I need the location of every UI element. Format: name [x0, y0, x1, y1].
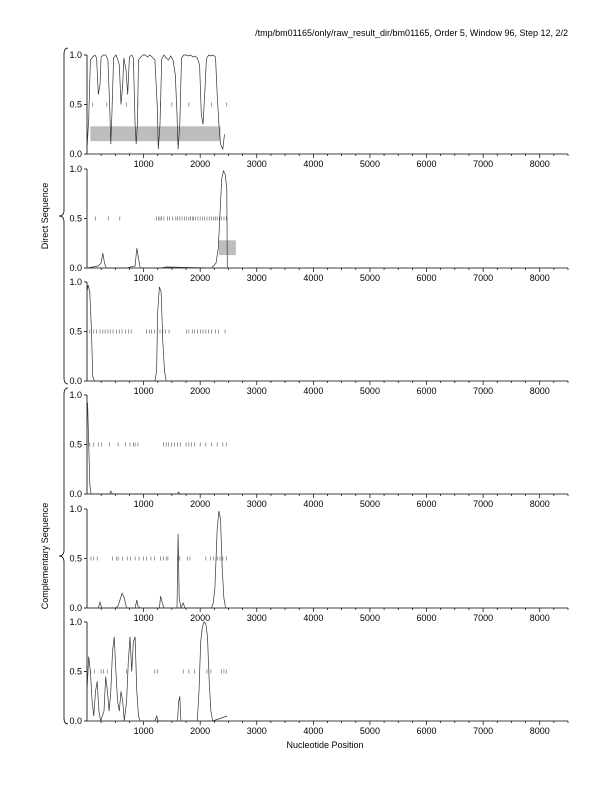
x-tick-label: 3000 [246, 159, 267, 169]
panel-6 [69, 617, 568, 736]
group-brackets [40, 48, 68, 724]
x-tick-label: 8000 [529, 613, 550, 623]
x-tick-label: 8000 [529, 499, 550, 509]
panel-1 [69, 50, 568, 169]
y-tick-label: 0.5 [69, 326, 82, 337]
panel-2 [69, 164, 568, 283]
x-tick-label: 3000 [246, 726, 267, 736]
x-tick-label: 8000 [529, 726, 550, 736]
y-tick-label: 1.0 [69, 50, 82, 60]
x-tick-label: 6000 [416, 613, 437, 623]
x-tick-label: 5000 [359, 499, 380, 509]
x-tick-label: 7000 [473, 159, 494, 169]
y-tick-label: 1.0 [69, 277, 82, 287]
x-tick-label: 1000 [133, 273, 154, 283]
y-tick-label: 0.5 [69, 666, 82, 677]
panel-5 [69, 504, 568, 623]
x-tick-label: 8000 [529, 159, 550, 169]
x-tick-label: 7000 [473, 613, 494, 623]
x-tick-label: 5000 [359, 613, 380, 623]
y-tick-label: 1.0 [69, 164, 82, 174]
coding-probability-line [87, 171, 227, 268]
header-path: /tmp/bm01165/only/raw_result_dir/bm01165, Order 5, Window 96, Step 12, 2/2 [255, 28, 568, 38]
x-tick-label: 2000 [190, 726, 211, 736]
orf-box [90, 126, 220, 141]
coding-probability-line [87, 403, 227, 494]
x-tick-label: 1000 [133, 386, 154, 396]
x-tick-label: 1000 [133, 613, 154, 623]
y-tick-label: 1.0 [69, 617, 82, 627]
x-tick-label: 2000 [190, 159, 211, 169]
coding-probability-line [87, 511, 227, 608]
x-tick-label: 7000 [473, 499, 494, 509]
panels [69, 50, 568, 736]
x-tick-label: 4000 [303, 613, 324, 623]
x-tick-label: 6000 [416, 273, 437, 283]
x-tick-label: 6000 [416, 499, 437, 509]
x-tick-label: 2000 [190, 386, 211, 396]
y-tick-label: 0.5 [69, 213, 82, 224]
y-tick-label: 0.0 [69, 603, 82, 613]
x-tick-label: 7000 [473, 386, 494, 396]
x-tick-label: 3000 [246, 613, 267, 623]
y-tick-label: 1.0 [69, 504, 82, 514]
group-bracket [59, 48, 68, 384]
x-tick-label: 3000 [246, 499, 267, 509]
x-tick-label: 4000 [303, 386, 324, 396]
coding-probability-line [87, 622, 227, 721]
x-tick-label: 6000 [416, 159, 437, 169]
x-tick-label: 6000 [416, 726, 437, 736]
x-tick-label: 2000 [190, 613, 211, 623]
x-tick-label: 3000 [246, 273, 267, 283]
x-tick-label: 6000 [416, 386, 437, 396]
x-tick-label: 7000 [473, 273, 494, 283]
x-tick-label: 2000 [190, 499, 211, 509]
x-tick-label: 5000 [359, 273, 380, 283]
y-tick-label: 0.5 [69, 99, 82, 110]
x-tick-label: 1000 [133, 159, 154, 169]
x-tick-label: 1000 [133, 726, 154, 736]
y-tick-label: 1.0 [69, 390, 82, 400]
x-tick-label: 4000 [303, 273, 324, 283]
y-tick-label: 0.5 [69, 439, 82, 450]
x-tick-label: 8000 [529, 386, 550, 396]
x-tick-label: 1000 [133, 499, 154, 509]
group-label: Direct Sequence [40, 182, 50, 250]
y-tick-label: 0.0 [69, 376, 82, 386]
panel-3 [69, 277, 568, 396]
x-tick-label: 4000 [303, 159, 324, 169]
x-tick-label: 8000 [529, 273, 550, 283]
x-tick-label: 4000 [303, 726, 324, 736]
y-tick-label: 0.5 [69, 553, 82, 564]
x-tick-label: 7000 [473, 726, 494, 736]
x-tick-label: 5000 [359, 386, 380, 396]
x-axis-label: Nucleotide Position [286, 740, 364, 750]
x-tick-label: 5000 [359, 159, 380, 169]
group-bracket [59, 388, 68, 724]
y-tick-label: 0.0 [69, 489, 82, 499]
x-tick-label: 5000 [359, 726, 380, 736]
y-tick-label: 0.0 [69, 716, 82, 726]
panel-4 [69, 390, 568, 509]
x-tick-label: 3000 [246, 386, 267, 396]
y-tick-label: 0.0 [69, 149, 82, 159]
x-tick-label: 4000 [303, 499, 324, 509]
x-tick-label: 2000 [190, 273, 211, 283]
y-tick-label: 0.0 [69, 263, 82, 273]
group-label: Complementary Sequence [40, 502, 50, 610]
